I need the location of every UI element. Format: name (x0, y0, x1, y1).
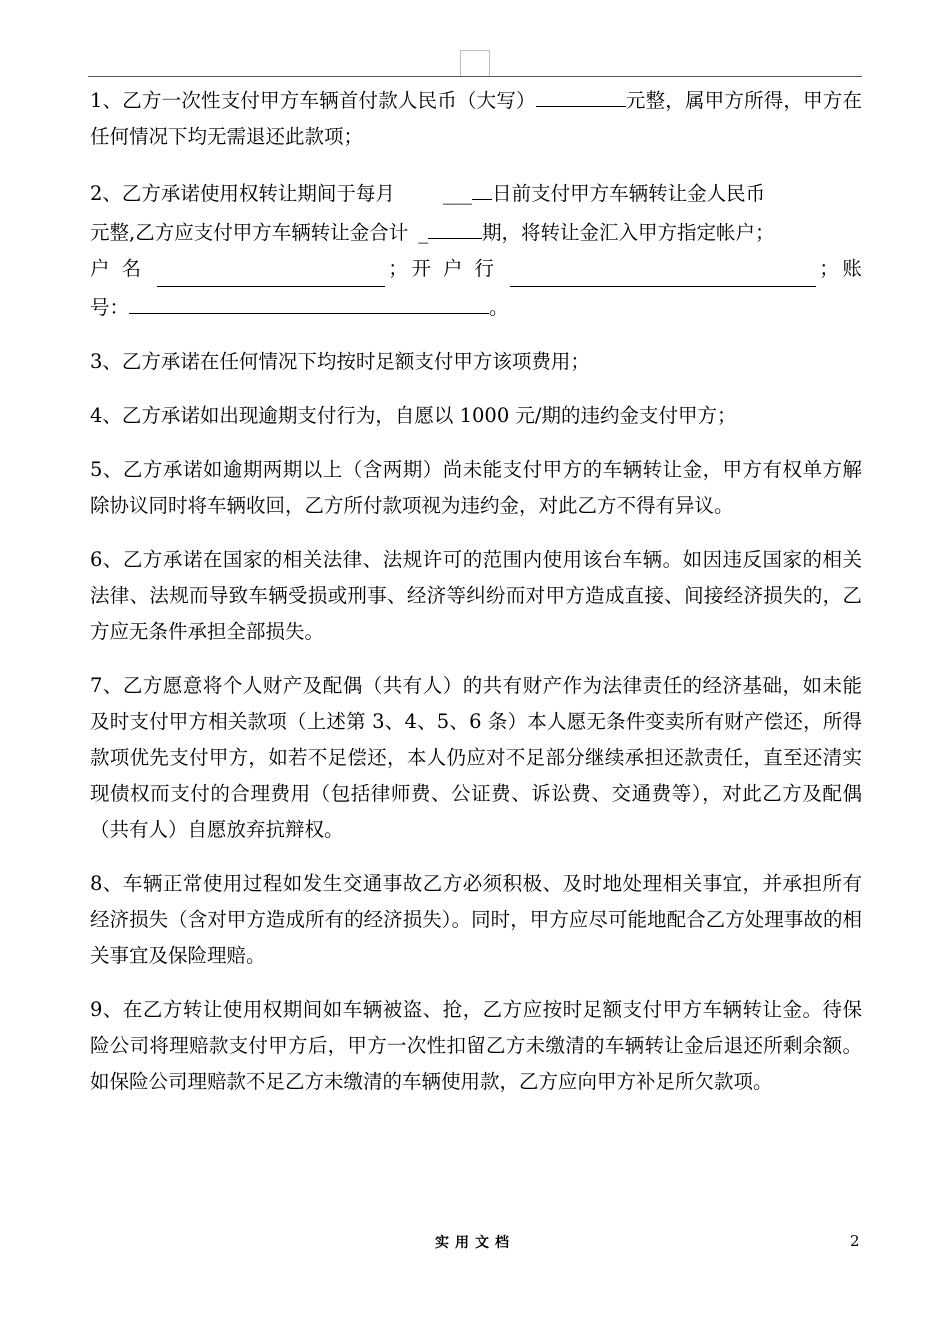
bank-label: 开户行 (411, 257, 506, 280)
footer-label: 实用文档 (435, 1235, 515, 1251)
day-of-month-blank[interactable]: ___ (442, 182, 473, 205)
account-name-blank[interactable] (157, 260, 385, 287)
clause-5: 5、乙方承诺如逾期两期以上（含两期）尚未能支付甲方的车辆转让金，甲方有权单方解除协议同时将车辆收回，乙方所付款项视为违约金，对此乙方不得有异议。 (90, 458, 862, 517)
clause-6: 6、乙方承诺在国家的相关法律、法规许可的范围内使用该台车辆。如因违反国家的相关法律、法规而导致车辆受损或刑事、经济等纠纷而对甲方造成直接、间接经济损失的，乙方应无条件承担全部损失。 (90, 548, 862, 643)
clause-4: 4、乙方承诺如出现逾期支付行为，自愿以 1000 元/期的违约金支付甲方； (90, 404, 737, 427)
clause-1 (90, 80, 862, 155)
clause-2-line-3 (90, 251, 862, 287)
clause-8: 8、车辆正常使用过程如发生交通事故乙方必须积极、及时地处理相关事宜，并承担所有经济损失（含对甲方造成所有的经济损失）。同时，甲方应尽可能地配合乙方处理事故的相关事宜及保险理赔。 (90, 872, 862, 967)
page-number: 2 (850, 1232, 860, 1250)
separator-1: ； (388, 257, 408, 280)
clause-2-line-2 (90, 212, 862, 251)
clause-1-text-a: 1、乙方一次性支付甲方车辆首付款人民币（大写） (90, 89, 536, 112)
day-of-month-underline (472, 173, 492, 200)
down-payment-blank[interactable] (536, 80, 626, 107)
header-rule (88, 76, 862, 77)
account-number-label-part2: 号： (90, 296, 130, 319)
account-name-label: 户名 (90, 257, 154, 280)
account-number-label-part1: 账 (842, 257, 862, 280)
clause-1-text-b: 元整，属甲方所得，甲方在任何情况下均无需退还此款项； (90, 89, 862, 148)
separator-2: ； (819, 257, 839, 280)
account-number-blank[interactable] (129, 287, 489, 314)
clause-2-text-f: 期，将转让金汇入甲方指定帐户； (481, 221, 775, 244)
period-count-blank[interactable] (428, 212, 482, 239)
clause-2-line-1 (90, 173, 862, 212)
clause-2-end: 。 (489, 296, 509, 319)
clause-2-line-4 (90, 287, 862, 326)
bank-blank[interactable] (510, 260, 816, 287)
clause-3: 3、乙方承诺在任何情况下均按时足额支付甲方该项费用； (90, 350, 590, 373)
document-body (90, 80, 862, 1118)
header-tab-box (460, 50, 490, 77)
clause-9: 9、在乙方转让使用权期间如车辆被盗、抢，乙方应按时足额支付甲方车辆转让金。待保险公司将理赔款支付甲方后，甲方一次性扣留乙方未缴清的车辆转让金后退还所剩余额。如保险公司理赔款不足乙方未缴清的车辆使用款，乙方应向甲方补足所欠款项。 (90, 998, 862, 1093)
clause-2-text-a: 2、乙方承诺使用权转让期间于每月 (90, 182, 395, 205)
clause-2 (90, 173, 862, 326)
clause-7: 7、乙方愿意将个人财产及配偶（共有人）的共有财产作为法律责任的经济基础，如未能及时支付甲方相关款项（上述第 3、4、5、6 条）本人愿无条件变卖所有财产偿还，所得款项优先支付甲方，如若不足偿还，本人仍应对不足部分继续承担还款责任，直至还清实现债权而支付的合理费用（包括律师费、公证费、诉讼费、交通费等），对此乙方及配偶（共有人）自愿放弃抗辩权。 (90, 674, 862, 841)
clause-2-text-d: 元整,乙方应支付甲方车辆转让金合计 (90, 221, 409, 244)
clause-2-text-c: 日前支付甲方车辆转让金人民币 (492, 182, 766, 205)
period-count-prefix: _ (418, 221, 428, 244)
